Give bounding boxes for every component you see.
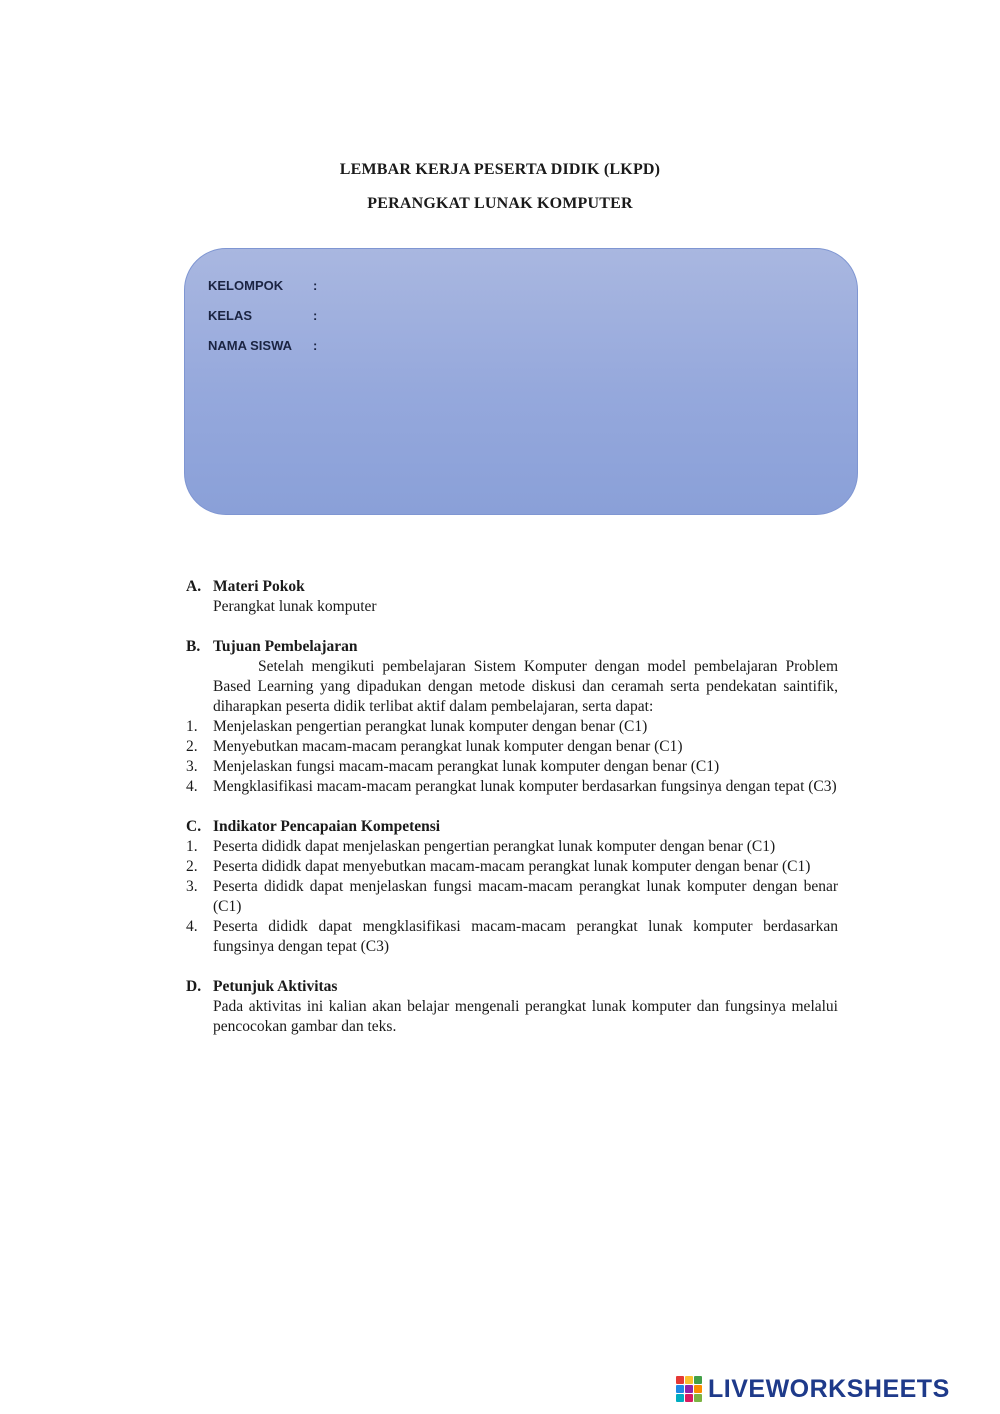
section-title: Tujuan Pembelajaran — [213, 638, 358, 655]
liveworksheets-logo-icon — [676, 1376, 702, 1402]
section-d-text: Pada aktivitas ini kalian akan belajar mengenali perangkat lunak komputer dan fungsinya melalui pencocokan gambar dan teks. — [213, 998, 838, 1035]
identity-label: NAMA SISWA — [208, 338, 293, 353]
identity-row-kelompok — [208, 278, 317, 293]
logo-square — [694, 1376, 702, 1384]
logo-square — [685, 1394, 693, 1402]
section-letter: B. — [186, 638, 201, 655]
logo-square — [676, 1394, 684, 1402]
section-letter: A. — [186, 578, 202, 595]
list-number: 3. — [186, 878, 198, 895]
identity-row-nama-siswa — [208, 338, 317, 353]
list-item — [186, 737, 838, 757]
list-number: 1. — [186, 718, 198, 735]
identity-colon: : — [313, 278, 318, 293]
document-body — [186, 577, 838, 1037]
section-title: Indikator Pencapaian Kompetensi — [213, 818, 441, 835]
logo-square — [694, 1385, 702, 1393]
identity-row-kelas — [208, 308, 317, 323]
identity-label: KELAS — [208, 308, 253, 323]
list-text: Peserta dididk dapat menyebutkan macam-macam perangkat lunak komputer dengan benar (C1) — [213, 858, 811, 875]
page-subtitle: PERANGKAT LUNAK KOMPUTER — [367, 195, 633, 212]
section-b-heading — [186, 637, 838, 657]
list-item — [186, 717, 838, 737]
logo-square — [685, 1385, 693, 1393]
identity-colon: : — [313, 338, 318, 353]
list-text: Peserta dididk dapat menjelaskan pengertian perangkat lunak komputer dengan benar (C1) — [213, 838, 776, 855]
section-d-heading — [186, 977, 838, 997]
list-text: Menjelaskan pengertian perangkat lunak komputer dengan benar (C1) — [213, 718, 648, 735]
identity-colon: : — [313, 308, 318, 323]
section-letter: D. — [186, 978, 202, 995]
section-b-list — [186, 717, 838, 797]
logo-square — [685, 1376, 693, 1384]
section-title: Materi Pokok — [213, 578, 305, 595]
list-item — [186, 757, 838, 777]
list-number: 4. — [186, 918, 198, 935]
list-number: 3. — [186, 758, 198, 775]
section-c-heading — [186, 817, 838, 837]
section-c-list — [186, 837, 838, 957]
list-text: Mengklasifikasi macam-macam perangkat lunak komputer berdasarkan fungsinya dengan tepat (C3) — [213, 778, 837, 795]
list-item — [186, 837, 838, 857]
page-title: LEMBAR KERJA PESERTA DIDIK (LKPD) — [339, 161, 661, 178]
logo-square — [676, 1376, 684, 1384]
list-item — [186, 877, 838, 917]
watermark-text: LIVEWORKSHEETS — [708, 1374, 950, 1403]
logo-square — [694, 1394, 702, 1402]
list-number: 1. — [186, 838, 198, 855]
list-number: 2. — [186, 738, 198, 755]
list-item — [186, 917, 838, 957]
section-a-text: Perangkat lunak komputer — [213, 598, 377, 615]
list-text: Menjelaskan fungsi macam-macam perangkat lunak komputer dengan benar (C1) — [213, 758, 720, 775]
identity-box — [184, 248, 858, 515]
identity-label: KELOMPOK — [208, 278, 284, 293]
logo-square — [676, 1385, 684, 1393]
list-item — [186, 777, 838, 797]
list-text: Peserta dididk dapat menjelaskan fungsi macam-macam perangkat lunak komputer dengan benar (C1) — [213, 878, 838, 915]
section-a-heading — [186, 577, 838, 597]
list-text: Menyebutkan macam-macam perangkat lunak komputer dengan benar (C1) — [213, 738, 683, 755]
section-letter: C. — [186, 818, 202, 835]
liveworksheets-watermark — [676, 1376, 950, 1402]
section-title: Petunjuk Aktivitas — [213, 978, 338, 995]
list-item — [186, 857, 838, 877]
list-number: 4. — [186, 778, 198, 795]
list-number: 2. — [186, 858, 198, 875]
list-text: Peserta dididk dapat mengklasifikasi macam-macam perangkat lunak komputer berdasarkan fungsinya dengan tepat (C3) — [213, 918, 838, 955]
section-b-intro: Setelah mengikuti pembelajaran Sistem Komputer dengan model pembelajaran Problem Based Learning yang dipadukan dengan metode diskusi dan ceramah serta pendekatan saintifik, diharapkan peserta didik terlibat aktif dalam pembelajaran, serta dapat: — [213, 658, 838, 715]
